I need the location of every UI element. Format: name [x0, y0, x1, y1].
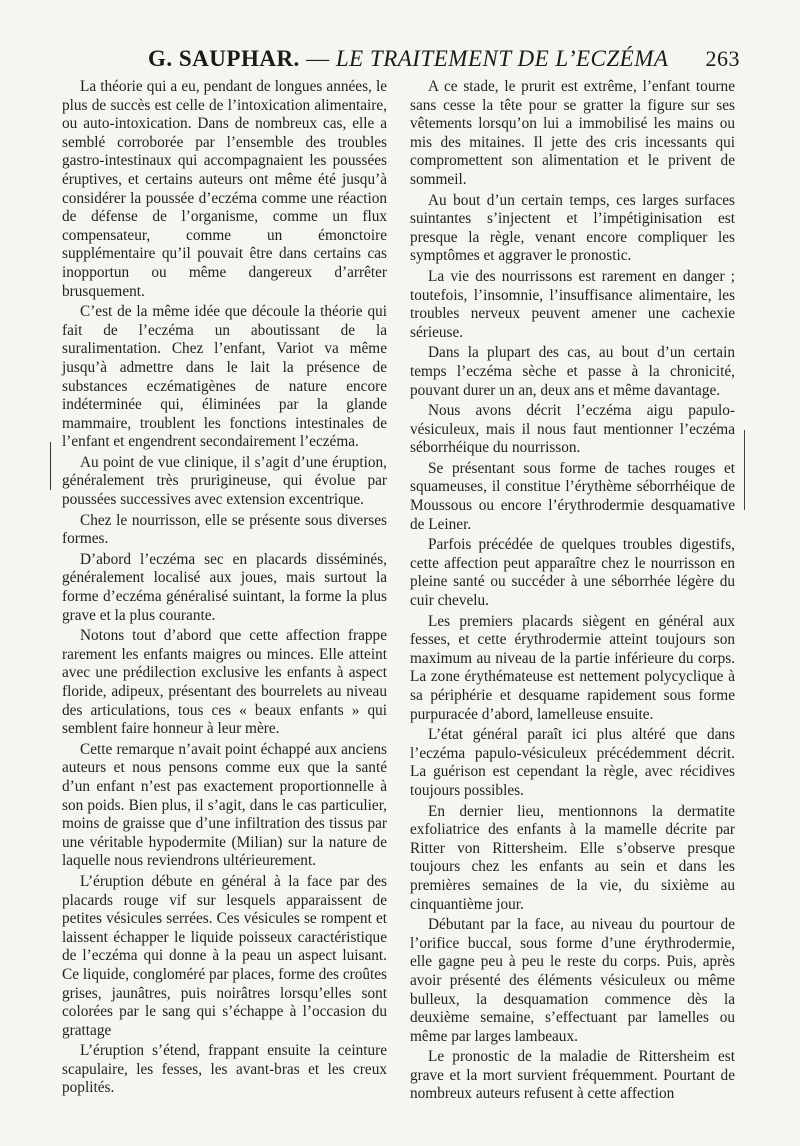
paragraph: Nous avons décrit l’eczéma aigu papulo-vésiculeux, mais il nous faut mentionner l’eczéma séborrhéique du nourrisson. [410, 402, 735, 457]
paragraph: La théorie qui a eu, pendant de longues années, le plus de succès est celle de l’intoxication alimentaire, ou auto-intoxication. Dans de nombreux cas, elle a semblé corroborée par l’ensemble des troubles gastro-intestinaux qui accompagnaient les poussées éruptives, et certains auteurs ont même été jusqu’à considérer la poussée d’eczéma comme une réaction de défense de l’organisme, comme un flux compensateur, comme un émonctoire supplémentaire qu’il pouvait être dans certains cas inopportun ou même dangereux d’arrêter brusquement. [62, 78, 387, 300]
paragraph: D’abord l’eczéma sec en placards disséminés, généralement localisé aux joues, mais surtout la forme d’eczéma généralisé suintant, la forme la plus grave et la plus courante. [62, 550, 387, 624]
running-header [60, 40, 740, 76]
paragraph: En dernier lieu, mentionnons la dermatite exfoliatrice des enfants à la mamelle décrite par Ritter von Rittersheim. Elle s’observe presque toujours chez les enfants au sein et dans les premières semaines de la vie, du sixième au cinquantième jour. [410, 802, 735, 913]
header-dash: — [299, 46, 336, 71]
left-column [62, 78, 387, 1100]
header-title [148, 46, 668, 72]
paragraph: L’état général paraît ici plus altéré que dans l’eczéma papulo-vésiculeux précédemment décrit. La guérison est cependant la règle, avec récidives toujours possibles. [410, 726, 735, 799]
paragraph: Au point de vue clinique, il s’agit d’une éruption, généralement très prurigineuse, qui évolue par poussées successives avec extension excentrique. [62, 453, 387, 509]
paragraph: Chez le nourrisson, elle se présente sous diverses formes. [62, 511, 387, 548]
paragraph: Dans la plupart des cas, au bout d’un certain temps l’eczéma sèche et passe à la chronicité, pouvant durer un an, deux ans et même davantage. [410, 344, 735, 399]
margin-line-right [744, 430, 747, 510]
paragraph: Au bout d’un certain temps, ces larges surfaces suintantes s’injectent et l’impétiginisation est presque la règle, venant encore compliquer les symptômes et aggraver le pronostic. [410, 191, 735, 265]
page-number: 263 [705, 46, 740, 71]
header-work-title: LE TRAITEMENT DE L’ECZÉMA [335, 46, 669, 71]
paragraph: C’est de la même idée que découle la théorie qui fait de l’eczéma un aboutissant de la suralimentation. Chez l’enfant, Variot va même jusqu’à admettre dans le lait la présence de substances eczématigènes de nature encore indéterminée qui, éliminées par la glande mammaire, troublent les fonctions intestinales de l’enfant et engendrent secondairement l’eczéma. [62, 303, 387, 451]
paragraph: L’éruption débute en général à la face par des placards rouge vif sur lesquels apparaissent de petites vésicules serrées. Ces vésicules se rompent et laissent échapper le liquide poisseux caractéristique de l’eczéma qui donne à la peau un aspect luisant. Ce liquide, congloméré par places, forme des croûtes grises, jaunâtres, puis noirâtres lorsqu’elles sont colorées par le sang qui s’échappe à l’occasion du grattage [62, 872, 387, 1039]
paragraph: Débutant par la face, au niveau du pourtour de l’orifice buccal, sous forme d’une érythrodermie, elle gagne peu à peu le reste du corps. Puis, après avoir présenté des éléments vésiculeux ou même bulleux, la desquamation commence dès la deuxième semaine, s’effectuant par lamelles ou même par larges lambeaux. [410, 916, 735, 1045]
paragraph: Notons tout d’abord que cette affection frappe rarement les enfants maigres ou minces. Elle atteint avec une prédilection exclusive les enfants à aspect floride, adipeux, présentant des bourrelets au niveau des articulations, tous ces « beaux enfants » qui semblent faire honneur à leur mère. [62, 627, 387, 738]
header-author: G. SAUPHAR. [148, 46, 300, 71]
margin-bracket-left [50, 442, 57, 490]
paragraph: La vie des nourrissons est rarement en danger ; toutefois, l’insomnie, l’insuffisance alimentaire, les troubles nerveux peuvent amener une cachexie sérieuse. [410, 267, 735, 341]
paragraph: Parfois précédée de quelques troubles digestifs, cette affection peut apparaître chez le nourrisson en pleine santé ou succéder à une séborrhée légère du cuir chevelu. [410, 536, 735, 610]
paragraph: A ce stade, le prurit est extrême, l’enfant tourne sans cesse la tête pour se gratter la figure sur ses vêtements lorsqu’on lui a immobilisé les mains ou mis des mitaines. Il jette des cris incessants qui compromettent son alimentation et le privent de sommeil. [410, 78, 735, 188]
paragraph: L’éruption s’étend, frappant ensuite la ceinture scapulaire, les fesses, les avant-bras et les creux poplités. [62, 1042, 387, 1097]
right-column [410, 78, 735, 1106]
paragraph: Le pronostic de la maladie de Rittersheim est grave et la mort survient fréquemment. Pourtant de nombreux auteurs refusent à cette affection [410, 1048, 735, 1103]
paragraph: Les premiers placards siègent en général aux fesses, et cette érythrodermie atteint toujours son maximum au niveau de la partie inférieure du corps. La zone érythémateuse est nettement polycyclique à sa périphérie et desquame rapidement sous forme purpuracée d’abord, lamelleuse ensuite. [410, 612, 735, 723]
paragraph: Cette remarque n’avait point échappé aux anciens auteurs et nous pensons comme eux que la santé d’un enfant n’est pas exactement proportionnelle à son poids. Bien plus, il s’agit, dans le cas particulier, moins de graisse que d’une infiltration des tissus par une véritable hypodermite (Milian) sur la nature de laquelle nous reviendrons ultérieurement. [62, 740, 387, 870]
paragraph: Se présentant sous forme de taches rouges et squameuses, il constitue l’érythème séborrhéique de Moussous ou encore l’érythrodermie desquamative de Leiner. [410, 459, 735, 533]
